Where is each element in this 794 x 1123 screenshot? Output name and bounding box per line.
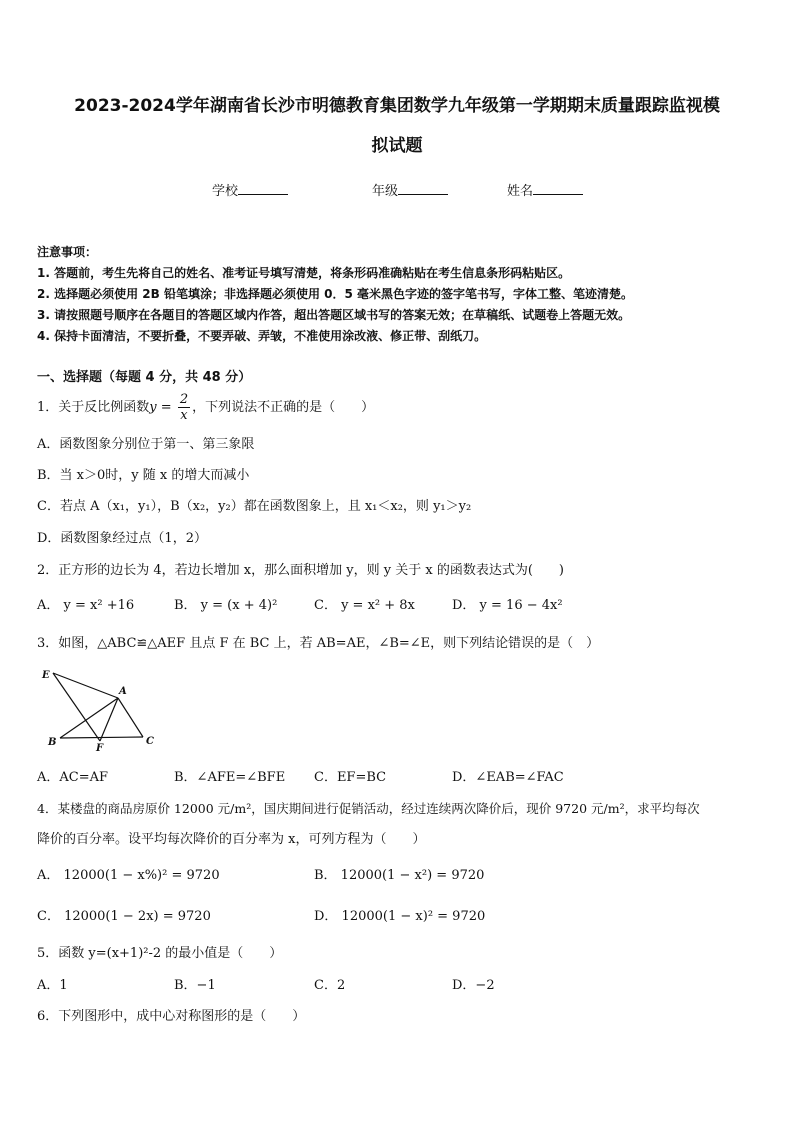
- q6-stem: 6．下列图形中，成中心对称图形的是（ ）: [37, 1009, 306, 1024]
- q1-stem-a: 1．关于反比例函数: [37, 400, 150, 415]
- q3-label-c: C: [146, 736, 154, 747]
- q3-option-c[interactable]: C．EF=BC: [314, 770, 387, 785]
- q4-option-a[interactable]: A． 12000(1 − x%)² = 9720: [37, 868, 220, 883]
- school-field[interactable]: [212, 180, 288, 199]
- q5-option-b[interactable]: B．−1: [174, 978, 216, 993]
- q3-triangle-figure: [38, 665, 168, 755]
- q3-label-b: B: [48, 737, 57, 748]
- q3-edge-ac: [118, 698, 143, 737]
- q3-edge-bc: [60, 737, 143, 738]
- q3-label-e: E: [42, 670, 50, 681]
- q1-stem: [37, 391, 374, 425]
- q1-func-eq: =: [156, 400, 176, 415]
- q3-option-a[interactable]: A．AC=AF: [37, 770, 109, 785]
- q1-func-y: y: [149, 400, 157, 415]
- q2-option-c[interactable]: C． y = x² + 8x: [314, 598, 415, 613]
- q4-stem-line2: 降价的百分率。设平均每次降价的百分率为 x，可列方程为（ ）: [37, 832, 426, 847]
- q3-edge-ea: [53, 673, 118, 698]
- q5-option-d[interactable]: D．−2: [452, 978, 495, 993]
- notes-heading: 注意事项：: [37, 245, 98, 259]
- grade-label: 年级: [372, 184, 399, 199]
- q3-option-d[interactable]: D．∠EAB=∠FAC: [452, 770, 564, 785]
- q1-option-b[interactable]: B．当 x＞0时，y 随 x 的增大而减小: [37, 468, 250, 483]
- q5-stem: 5．函数 y=(x+1)²-2 的最小值是（ ）: [37, 946, 283, 961]
- school-label: 学校: [212, 184, 239, 199]
- note-item-3: 3. 请按照题号顺序在各题目的答题区域内作答，超出答题区域书写的答案无效；在草稿纸、试题卷上答题无效。: [37, 308, 631, 322]
- q2-option-d[interactable]: D． y = 16 − 4x²: [452, 598, 563, 613]
- note-item-1: 1. 答题前，考生先将自己的姓名、准考证号填写清楚，将条形码准确粘贴在考生信息条形码粘贴区。: [37, 266, 571, 280]
- q4-option-b[interactable]: B． 12000(1 − x²) = 9720: [314, 868, 485, 883]
- q3-label-f: F: [96, 743, 104, 754]
- q3-label-a: A: [119, 686, 127, 697]
- q4-option-c[interactable]: C． 12000(1 − 2x) = 9720: [37, 909, 211, 924]
- school-blank[interactable]: [238, 182, 288, 195]
- q5-option-c[interactable]: C．2: [314, 978, 346, 993]
- section-heading: 一、选择题（每题 4 分，共 48 分）: [37, 370, 252, 385]
- q3-option-b[interactable]: B．∠AFE=∠BFE: [174, 770, 286, 785]
- q5-option-a[interactable]: A．1: [37, 978, 68, 993]
- grade-blank[interactable]: [398, 182, 448, 195]
- exam-title-line2: 拟试题: [371, 136, 423, 156]
- note-item-4: 4. 保持卡面清洁，不要折叠，不要弄破、弄皱，不准使用涂改液、修正带、刮纸刀。: [37, 329, 487, 343]
- note-item-2: 2. 选择题必须使用 2B 铅笔填涂；非选择题必须使用 0．5 毫米黑色字迹的签字笔书写，字体工整、笔迹清楚。: [37, 287, 633, 301]
- q1-frac-den: x: [180, 408, 188, 423]
- name-field[interactable]: [507, 180, 583, 199]
- q1-stem-b: ，下列说法不正确的是（ ）: [192, 400, 375, 415]
- exam-title: [40, 86, 754, 166]
- q3-edge-ef: [53, 673, 100, 741]
- grade-field[interactable]: [372, 180, 448, 199]
- q1-option-c[interactable]: C．若点 A（x₁，y₁），B（x₂，y₂）都在函数图象上，且 x₁＜x₂，则 y₁＞y₂: [37, 499, 472, 514]
- q2-stem: 2．正方形的边长为 4，若边长增加 x，那么面积增加 y，则 y 关于 x 的函数表达式为( ): [37, 563, 564, 578]
- q1-option-a[interactable]: A．函数图象分别位于第一、第三象限: [37, 437, 255, 452]
- q2-option-b[interactable]: B． y = (x + 4)²: [174, 598, 278, 613]
- q1-fraction: [178, 392, 190, 423]
- exam-title-line1: 2023-2024学年湖南省长沙市明德教育集团数学九年级第一学期期末质量跟踪监视模: [74, 96, 720, 116]
- name-blank[interactable]: [533, 182, 583, 195]
- q2-option-a[interactable]: A． y = x² +16: [37, 598, 135, 613]
- name-label: 姓名: [507, 184, 534, 199]
- q1-frac-num: 2: [179, 392, 189, 407]
- q4-option-d[interactable]: D． 12000(1 − x)² = 9720: [314, 909, 486, 924]
- q4-stem-line1: 4．某楼盘的商品房原价 12000 元/m²，国庆期间进行促销活动，经过连续两次降价后，现价 9720 元/m²，求平均每次: [37, 801, 700, 816]
- q1-option-d[interactable]: D．函数图象经过点（1，2）: [37, 531, 207, 546]
- q3-stem: 3．如图，△ABC≌△AEF 且点 F 在 BC 上，若 AB=AE，∠B=∠E，则下列结论错误的是（ ）: [37, 636, 600, 651]
